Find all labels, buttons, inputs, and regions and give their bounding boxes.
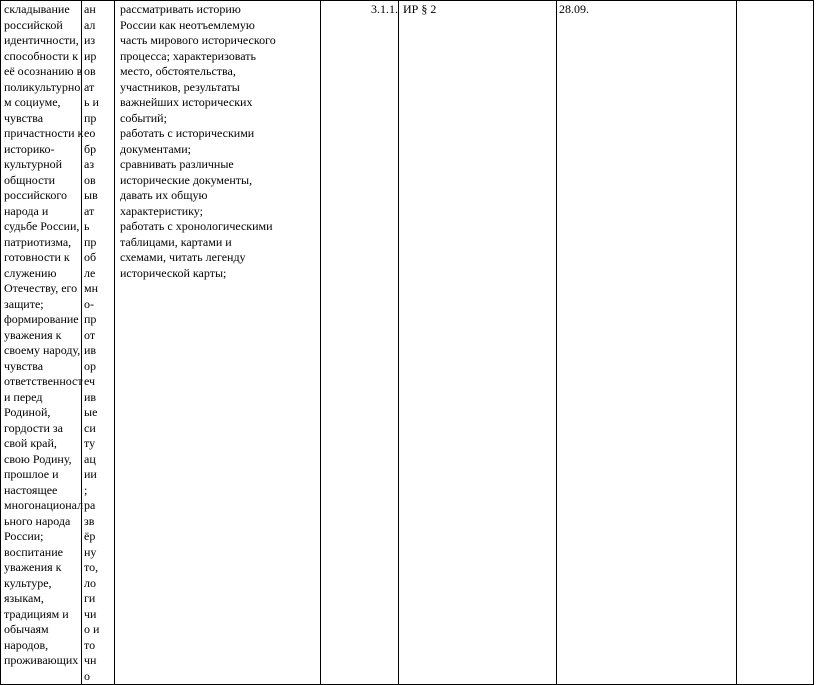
empty-cell [737, 1, 814, 685]
code-text: 3.1.1. [371, 2, 398, 16]
personal-results-text: складывание российской идентичности, способности к её осознанию в поликультурно м социуме, чувства причастности к историко- культурной общности российского народа и судьбе России, патриотизма, готовности к служению Отечеству, его защите; формирование уважения к своему народу, чувства ответственност и перед Родиной, гордости за свой край, свою Родину, прошлое и настоящее многонационал ьного народа России; воспитание уважения к культуре, языкам, традициям и обычаям народов, проживающих [4, 2, 84, 667]
date-text: 28.09. [559, 2, 589, 16]
table-row [1, 1, 814, 685]
homework-text: ИР § 2 [403, 2, 437, 16]
metasubject-results-cell [82, 1, 115, 685]
homework-cell [399, 1, 557, 685]
code-cell [321, 1, 399, 685]
subject-results-text: рассматривать историю России как неотъемлемую часть мирового исторического процесса; характеризовать место, обстоятельства, участников, результаты важнейших исторических событий; работать с историческими документами; сравнивать различные исторические документы, давать их общую характеристику; работать с хронологическими таблицами, картами и схемами, читать легенду исторической карты; [120, 2, 276, 280]
date-cell [557, 1, 737, 685]
personal-results-cell [1, 1, 82, 685]
subject-results-cell [115, 1, 321, 685]
metasubject-results-text: ан ал из ир ов ат ь и пр ео бр аз ов ыв ат ь пр об ле мн о- пр от ив ор еч ив ые си ту ац ии ; ра зв ёр ну то, ло ги чи о и то чн о [84, 2, 100, 683]
